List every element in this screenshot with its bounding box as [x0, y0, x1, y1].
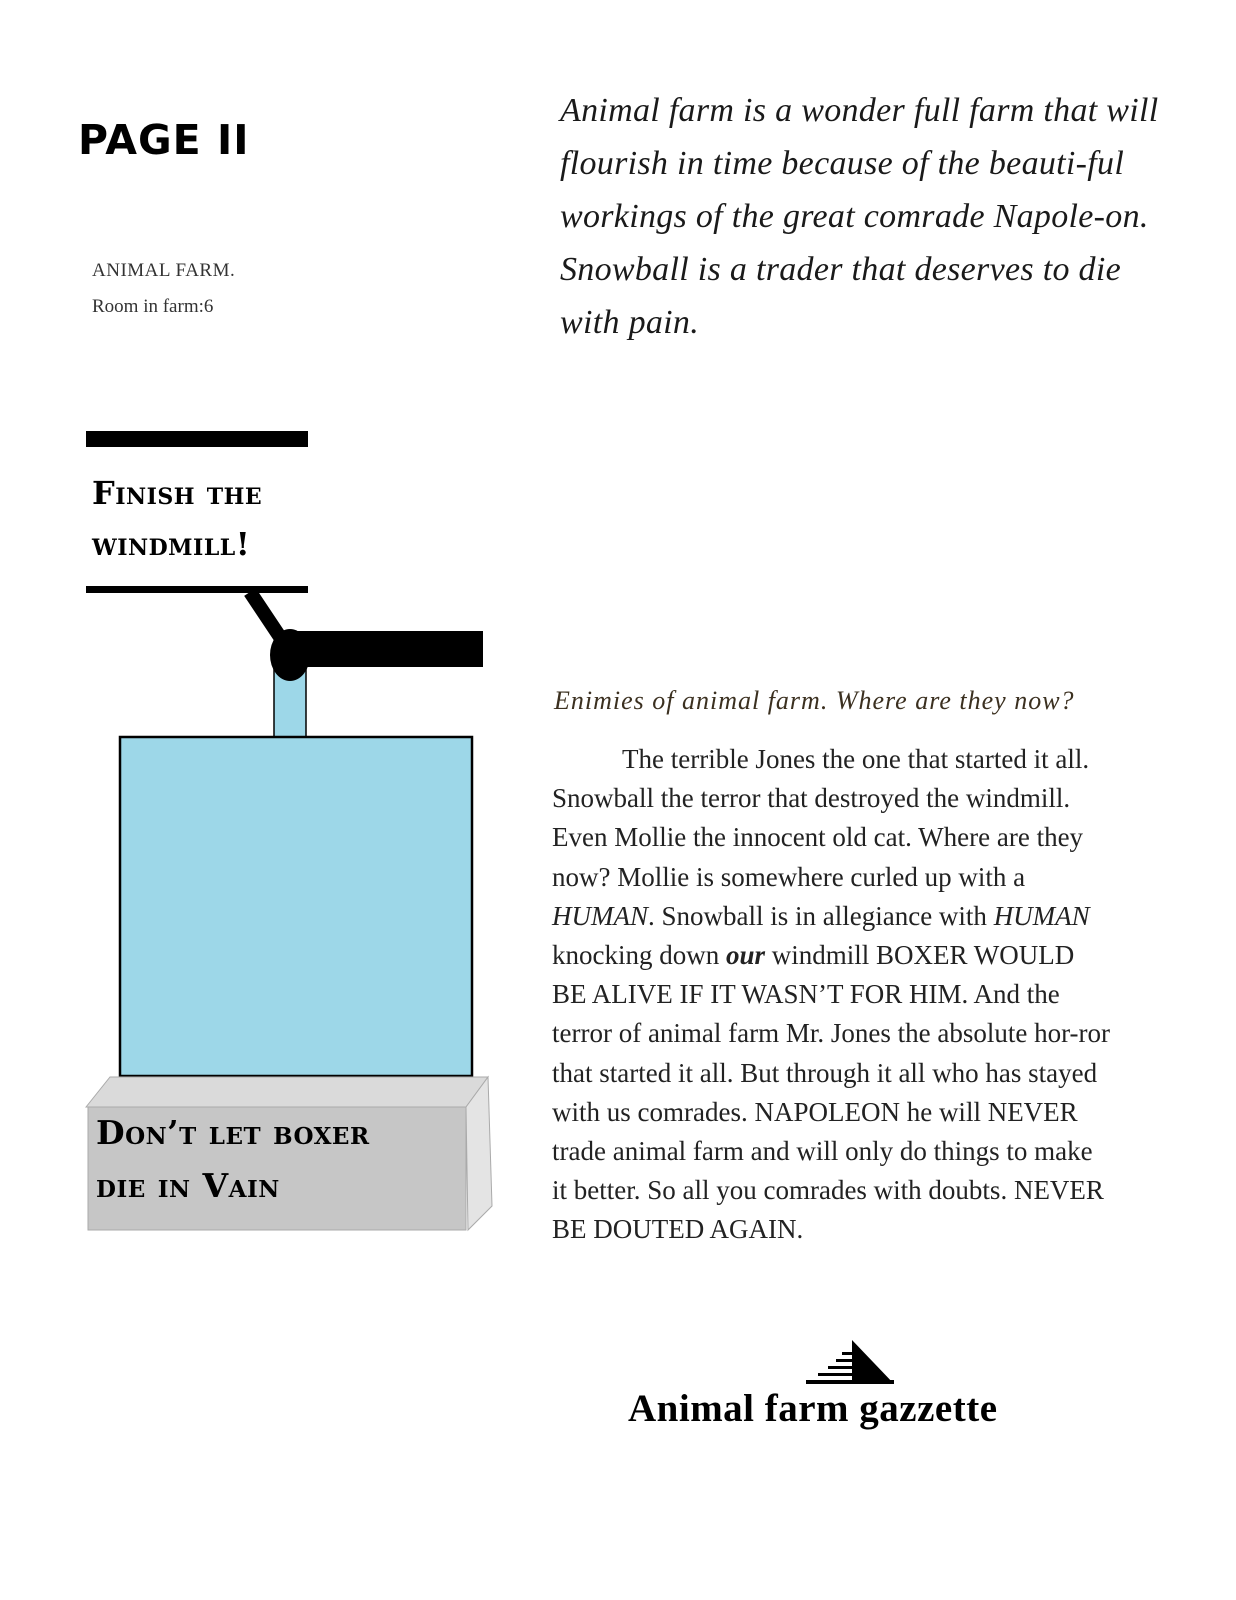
plinth-top — [86, 1077, 488, 1107]
gazette-masthead: Animal farm gazzette — [628, 1387, 998, 1430]
plinth-slogan-line-2: die in Vain — [96, 1166, 280, 1205]
windmill-beam — [295, 631, 483, 667]
slogan-line-1: Finish the — [92, 474, 263, 512]
stepped-triangle-logo-icon — [806, 1340, 898, 1386]
slogan-bottom-rule — [86, 586, 308, 593]
slogan-top-rule — [86, 431, 308, 447]
article-text-2: . Snowball is in allegiance with — [648, 900, 994, 931]
emphasis-our: our — [725, 940, 766, 971]
emphasis-human-2: HUMAN — [993, 900, 1090, 931]
article-heading: Enimies of animal farm. Where are they now? — [554, 686, 1075, 715]
windmill-poster-illustration — [0, 0, 500, 1260]
article-text-3: knocking down — [552, 940, 726, 971]
article-body — [552, 740, 1112, 1250]
publication-name: ANIMAL FARM. — [92, 260, 236, 281]
page-number: PAGE II — [78, 116, 250, 164]
slogan-line-2: windmill! — [92, 525, 251, 563]
article-paragraph — [552, 740, 1112, 1250]
room-line: Room in farm:6 — [92, 296, 214, 317]
emphasis-human-1: HUMAN — [552, 900, 648, 931]
plinth-slogan-line-1: Don’t let boxer — [96, 1113, 370, 1152]
beam-joint — [270, 629, 310, 681]
article-text-1: The terrible Jones the one that started it all. Snowball the terror that destroyed the windmill. Even Mollie the innocent old cat. Where are they now? Mollie is somewhere curled up with a — [552, 744, 1090, 892]
article-text-4: windmill BOXER WOULD BE ALIVE IF IT WASN’T FOR HIM. And the terror of animal farm Mr. Jones the absolute hor-ror that started it all. But through it all who has stayed with us comrades. NAPOLEON he will NEVER trade animal farm and will only do things to make it better. So all you comrades with doubts. NEVER BE DOUTED AGAIN. — [552, 940, 1111, 1245]
lead-quote: Animal farm is a wonder full farm that will flourish in time because of the beauti-ful workings of the great comrade Napole-on. Snowball is a trader that deserves to die with pain. — [560, 92, 1159, 341]
windmill-block — [120, 737, 472, 1076]
